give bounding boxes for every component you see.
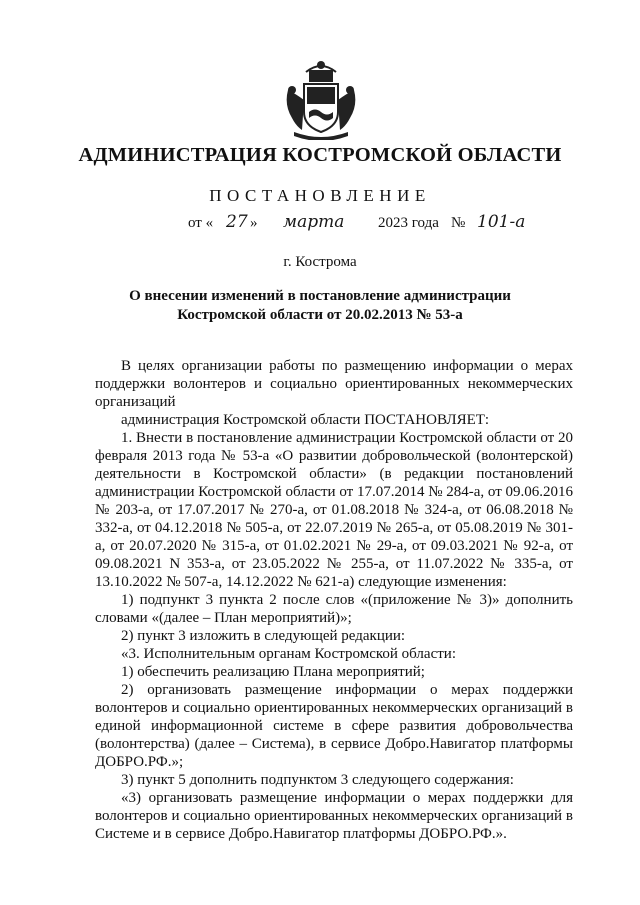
date-day: 27 [226, 212, 248, 232]
paragraph-subitem-1: 1) подпункт 3 пункта 2 после слов «(приложение № 3)» дополнить словами «(далее – План мероприятий)»; [95, 592, 573, 626]
date-month: марта [283, 212, 345, 232]
city: г. Кострома [283, 254, 357, 270]
subject-line-1: О внесении изменений в постановление администрации [129, 288, 511, 304]
date-day-close: » [250, 215, 258, 231]
paragraph-resolves: администрация Костромской области ПОСТАНОВЛЯЕТ: [121, 412, 490, 428]
subject-line-2: Костромской области от 20.02.2013 № 53-а [177, 307, 463, 323]
subject-heading [0, 287, 640, 325]
date-year: 2023 года [378, 215, 439, 231]
organization-title: АДМИНИСТРАЦИЯ КОСТРОМСКОЙ ОБЛАСТИ [78, 144, 562, 166]
paragraph-subitem-2: 2) пункт 3 изложить в следующей редакции: [121, 628, 406, 644]
paragraph-clause-3-1: 1) обеспечить реализацию Плана мероприятий; [121, 664, 425, 680]
document-body [95, 357, 573, 843]
coat-of-arms-icon [282, 60, 360, 140]
date-prefix: от « [188, 215, 214, 231]
paragraph-clause-5-3: «3) организовать размещение информации о мерах поддержки для волонтеров и социально ориентированных некоммерческих организаций в Системе и в сервисе Добро.Навигатор платформы ДОБРО.РФ.». [95, 790, 573, 842]
document-number: 101-а [477, 212, 526, 232]
paragraph-preamble: В целях организации работы по размещению информации о мерах поддержки волонтеров и социально ориентированных некоммерческих организаций [95, 358, 573, 410]
paragraph-clause-3: «3. Исполнительным органам Костромской области: [121, 646, 456, 662]
paragraph-item-1: 1. Внести в постановление администрации Костромской области от 20 февраля 2013 года № 53-а «О развитии добровольческой (волонтерской) деятельности в Костромской области» (в редакции постановлений администрации Костромской области от 17.07.2014 № 284-а, от 09.06.2016 № 203-а, от 17.07.2017 № 270-а, от 01.08.2018 № 324-а, от 06.08.2018 № 332-а, от 04.12.2018 № 505-а, от 22.07.2019 № 265-а, от 05.08.2019 № 301-а, от 20.07.2020 № 315-а, от 01.02.2021 № 29-а, от 09.03.2021 № 92-а, от 09.08.2021 N 353-а, от 23.05.2022 № 255-а, от 11.07.2022 № 335-а, от 13.10.2022 № 507-а, 14.12.2022 № 621-а) следующие изменения: [95, 430, 574, 590]
paragraph-subitem-3: 3) пункт 5 дополнить подпунктом 3 следующего содержания: [121, 772, 514, 788]
document-type: ПОСТАНОВЛЕНИЕ [209, 186, 431, 205]
paragraph-clause-3-2: 2) организовать размещение информации о мерах поддержки волонтеров и социально ориентированных некоммерческих организаций в единой информационной системе в сфере развития добровольчества (волонтерства) (далее – Система), в сервисе Добро.Навигатор платформы ДОБРО.РФ.»; [95, 682, 573, 770]
number-sign: № [451, 215, 466, 231]
